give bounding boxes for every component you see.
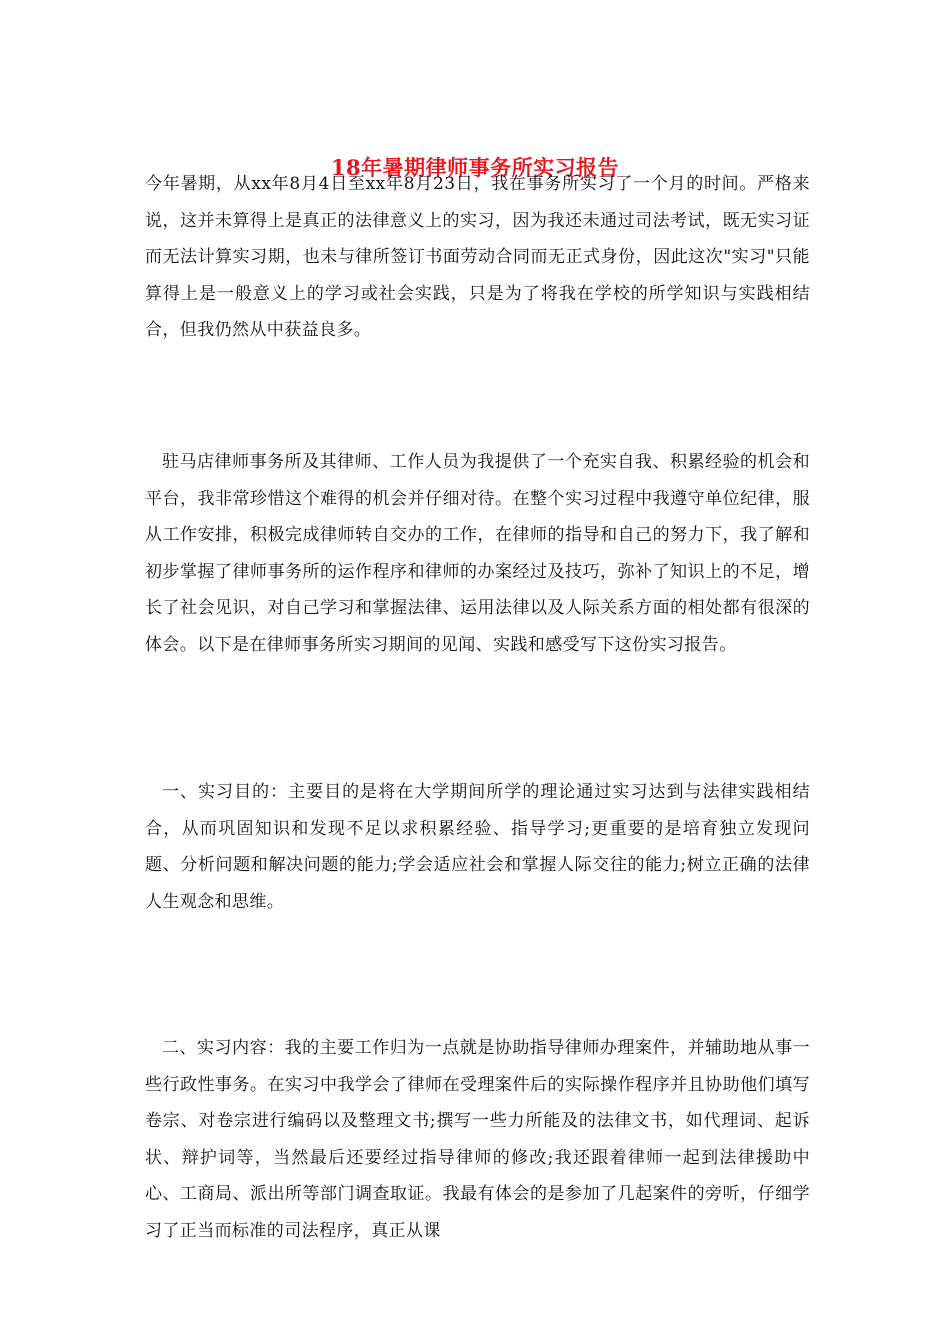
paragraph-internship-content: 二、实习内容：我的主要工作归为一点就是协助指导律师办理案件，并辅助地从事一些行政性事务。在实习中我学会了律师在受理案件后的实际操作程序并且协助他们填写卷宗、对卷宗进行编码以及整理文书;撰写一些力所能及的法律文书，如代理词、起诉状、辩护词等，当然最后还要经过指导律师的修改;我还跟着律师一起到法律援助中心、工商局、派出所等部门调查取证。我最有体会的是参加了几起案件的旁听，仔细学习了正当而标准的司法程序，真正从课 xyxy=(145,1038,810,1241)
document-title: 18年暑期律师事务所实习报告 xyxy=(330,155,620,180)
paragraph-internship-firm: 驻马店律师事务所及其律师、工作人员为我提供了一个充实自我、积累经验的机会和平台，我非常珍惜这个难得的机会并仔细对待。在整个实习过程中我遵守单位纪律，服从工作安排，积极完成律师转自交办的工作，在律师的指导和自己的努力下，我了解和初步掌握了律师事务所的运作程序和律师的办案经过及技巧，弥补了知识上的不足，增长了社会见识，对自己学习和掌握法律、运用法律以及人际关系方面的相处都有很深的体会。以下是在律师事务所实习期间的见闻、实践和感受写下这份实习报告。 xyxy=(145,452,810,655)
paragraph-intro: 今年暑期，从xx年8月4日至xx年8月23日，我在事务所实习了一个月的时间。严格来说，这并未算得上是真正的法律意义上的实习，因为我还未通过司法考试，既无实习证而无法计算实习期，也未与律所签订书面劳动合同而无正式身份，因此这次"实习"只能算得上是一般意义上的学习或社会实践，只是为了将我在学校的所学知识与实践相结合，但我仍然从中获益良多。 xyxy=(145,174,810,340)
paragraph-internship-purpose: 一、实习目的：主要目的是将在大学期间所学的理论通过实习达到与法律实践相结合，从而巩固知识和发现不足以求积累经验、指导学习;更重要的是培育独立发现问题、分析问题和解决问题的能力;学会适应社会和掌握人际交往的能力;树立正确的法律人生观念和思维。 xyxy=(145,782,810,912)
